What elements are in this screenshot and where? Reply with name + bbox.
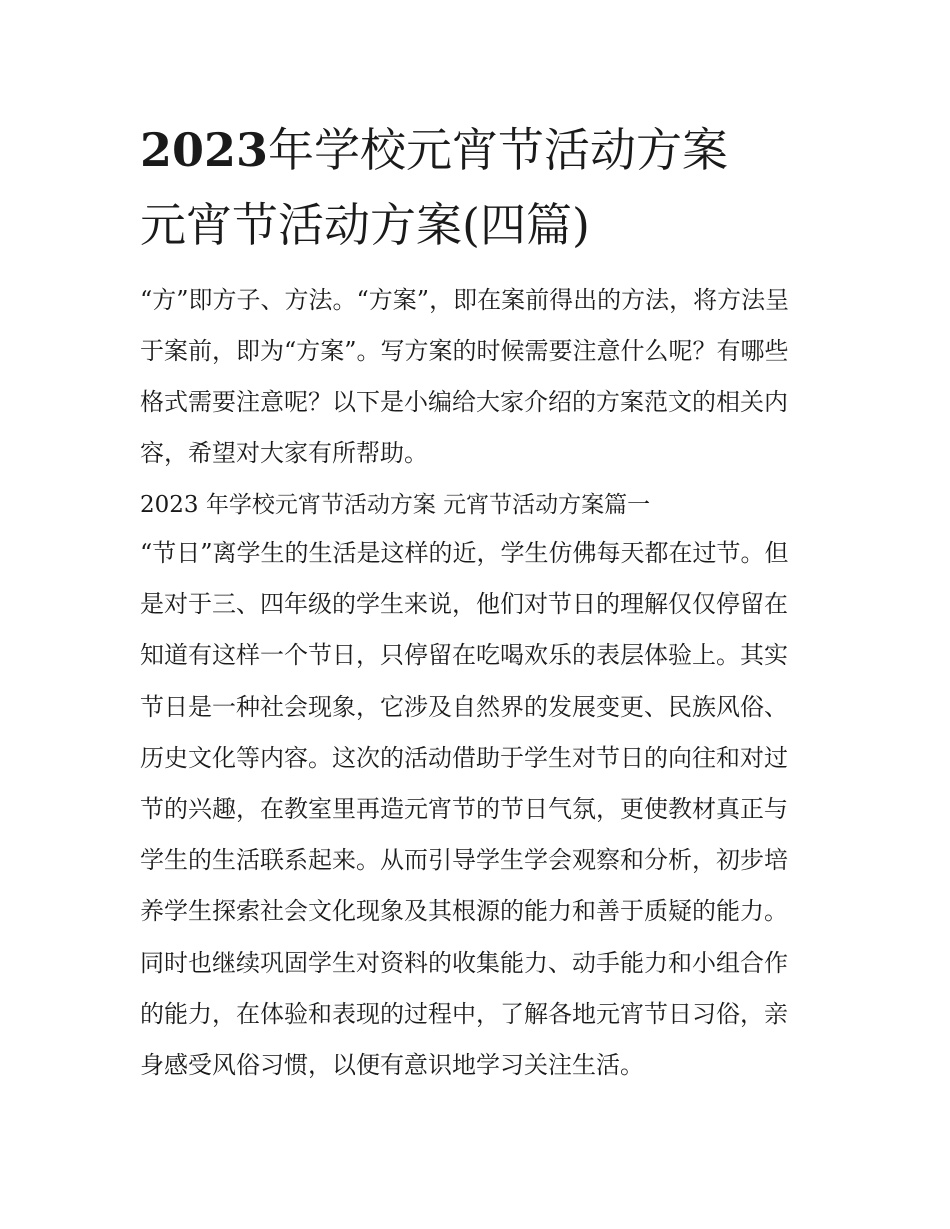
body-line: 的能力，在体验和表现的过程中，了解各地元宵节日习俗，亲 — [140, 999, 788, 1028]
section-heading: 2023 年学校元宵节活动方案 元宵节活动方案篇一 — [140, 492, 651, 518]
document-title — [140, 122, 840, 178]
intro-line: 于案前，即为“方案”。写方案的时候需要注意什么呢？有哪些 — [140, 337, 789, 365]
body-line: 节日是一种社会现象，它涉及自然界的发展变更、民族风俗、 — [140, 692, 788, 721]
intro-paragraph — [140, 275, 812, 479]
body-line: 身感受风俗习惯，以便有意识地学习关注生活。 — [140, 1050, 644, 1079]
document-subtitle: 元宵节活动方案(四篇) — [140, 198, 590, 252]
intro-line: 容，希望对大家有所帮助。 — [140, 439, 428, 467]
body-line: 是对于三、四年级的学生来说，他们对节日的理解仅仅停留在 — [140, 590, 788, 619]
title-year: 2023 — [140, 123, 269, 177]
body-line: “节日”离学生的生活是这样的近，学生仿佛每天都在过节。但 — [140, 539, 789, 567]
body-line: 知道有这样一个节日，只停留在吃喝欢乐的表层体验上。其实 — [140, 641, 788, 670]
title-text: 年学校元宵节活动方案 — [268, 123, 729, 177]
body-paragraph — [140, 528, 812, 1091]
body-line: 历史文化等内容。这次的活动借助于学生对节日的向往和对过 — [140, 743, 788, 772]
body-line: 养学生探索社会文化现象及其根源的能力和善于质疑的能力。 — [140, 897, 788, 926]
body-line: 同时也继续巩固学生对资料的收集能力、动手能力和小组合作 — [140, 948, 788, 977]
intro-line: “方”即方子、方法。“方案”，即在案前得出的方法，将方法呈 — [140, 286, 790, 314]
body-line: 学生的生活联系起来。从而引导学生学会观察和分析，初步培 — [140, 846, 788, 875]
body-line: 节的兴趣，在教室里再造元宵节的节日气氛，更使教材真正与 — [140, 794, 788, 823]
intro-line: 格式需要注意呢？以下是小编给大家介绍的方案范文的相关内 — [140, 388, 788, 416]
